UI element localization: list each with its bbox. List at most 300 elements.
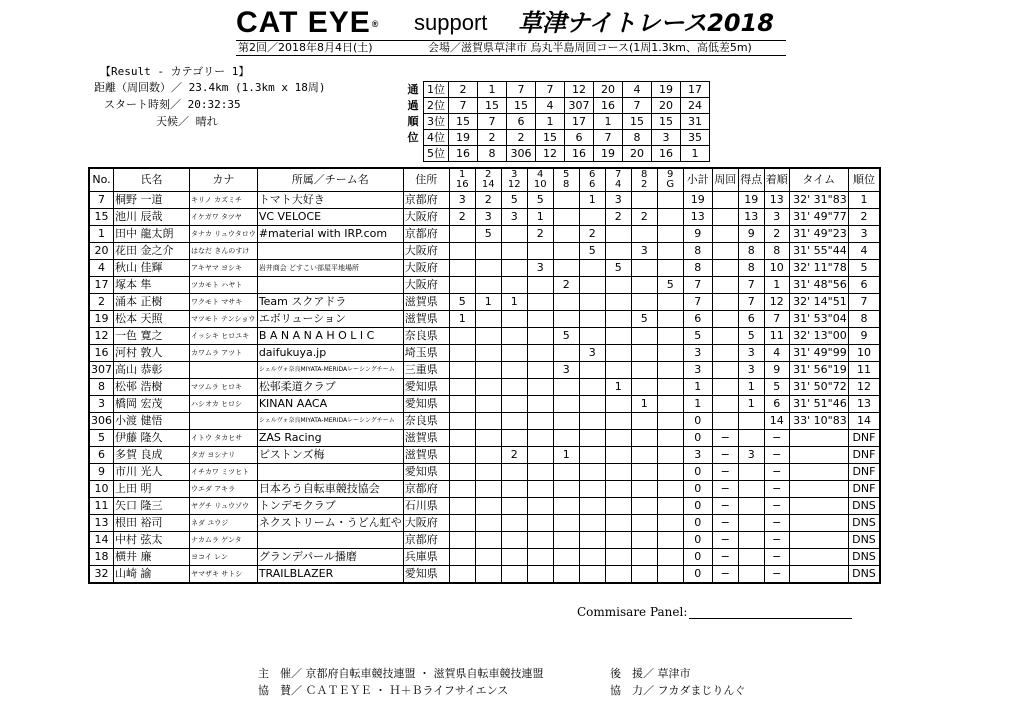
lap-points	[501, 260, 527, 277]
lap-points: 3	[631, 243, 657, 260]
lap-count	[712, 311, 738, 328]
lap-points	[657, 243, 683, 260]
rider-name: 横井 廉	[114, 549, 190, 566]
lap-points	[605, 430, 631, 447]
rider-kana: イッシキ ヒロユキ	[190, 328, 258, 345]
lap-count	[712, 192, 738, 209]
rider-pref: 大阪府	[403, 260, 449, 277]
points: 7	[738, 277, 764, 294]
lap-points: 2	[527, 226, 553, 243]
lap-number: 3	[511, 169, 518, 180]
passing-value: 7	[536, 82, 565, 98]
rider-no: 20	[89, 243, 114, 260]
passing-value: 15	[652, 114, 681, 130]
lap-points: 5	[449, 294, 475, 311]
lap-points	[553, 566, 579, 584]
passing-row	[403, 146, 710, 162]
points	[738, 413, 764, 430]
lap-points	[501, 345, 527, 362]
subtotal: 19	[683, 192, 712, 209]
subtotal: 1	[683, 379, 712, 396]
lap-points	[657, 260, 683, 277]
rider-kana: はなだ きんのすけ	[190, 243, 258, 260]
lap-points: 1	[579, 192, 605, 209]
lap-points	[475, 532, 501, 549]
lap-points	[527, 498, 553, 515]
lap-points	[475, 396, 501, 413]
lap-points	[475, 345, 501, 362]
passing-value: 2	[507, 130, 536, 146]
lap-points	[449, 243, 475, 260]
rider-team: シェルヴォ奈良MIYATA-MERIDAレーシングチーム	[257, 413, 403, 430]
header-lap-2	[475, 168, 501, 192]
lap-points	[501, 311, 527, 328]
lap-points: 2	[605, 209, 631, 226]
lap-count	[712, 226, 738, 243]
lap-points	[657, 311, 683, 328]
lap-points	[579, 311, 605, 328]
rider-kana: カワムラ アツト	[190, 345, 258, 362]
lap-points	[527, 328, 553, 345]
finish-order: 3	[764, 209, 789, 226]
lap-points	[527, 379, 553, 396]
distance-info: 距離（周回数）／ 23.4km (1.3km x 18周)	[94, 81, 326, 94]
lap-points	[553, 209, 579, 226]
finish-time	[789, 447, 848, 464]
lap-points	[501, 277, 527, 294]
lap-points	[631, 515, 657, 532]
lap-points	[579, 447, 605, 464]
rider-no: 14	[89, 532, 114, 549]
lap-points	[657, 447, 683, 464]
rider-name: 塚本 隼	[114, 277, 190, 294]
subtotal: 5	[683, 328, 712, 345]
rider-kana: ウエダ アキラ	[190, 481, 258, 498]
lap-points	[631, 532, 657, 549]
result-row	[89, 481, 880, 498]
rank: 11	[848, 362, 880, 379]
result-row	[89, 260, 880, 277]
finish-time: 31' 48"56	[789, 277, 848, 294]
passing-value: 12	[565, 82, 594, 98]
rider-team: #material with IRP.com	[257, 226, 403, 243]
rider-name: 橋岡 宏茂	[114, 396, 190, 413]
lap-points	[449, 498, 475, 515]
rank: DNF	[848, 430, 880, 447]
rank: DNS	[848, 566, 880, 584]
rider-team: トンデモクラブ	[257, 498, 403, 515]
rider-kana: ヤマザキ サトシ	[190, 566, 258, 584]
lap-points	[501, 226, 527, 243]
points: 7	[738, 294, 764, 311]
lap-points	[579, 362, 605, 379]
lap-count: −	[712, 549, 738, 566]
lap-points	[501, 430, 527, 447]
lap-count: −	[712, 481, 738, 498]
rider-team	[257, 532, 403, 549]
lap-points	[475, 328, 501, 345]
rider-team: グランデパール播磨	[257, 549, 403, 566]
lap-points: 3	[527, 260, 553, 277]
lap-points	[605, 549, 631, 566]
finish-time: 32' 31"83	[789, 192, 848, 209]
finish-time	[789, 566, 848, 584]
lap-points	[501, 379, 527, 396]
finish-time	[789, 498, 848, 515]
lap-points: 1	[631, 396, 657, 413]
subtotal: 3	[683, 447, 712, 464]
lap-points	[553, 413, 579, 430]
lap-count: −	[712, 566, 738, 584]
finish-order: 8	[764, 243, 789, 260]
lap-points	[579, 515, 605, 532]
passing-value: 15	[536, 130, 565, 146]
lap-points	[553, 294, 579, 311]
lap-points	[657, 430, 683, 447]
header-lap-5	[553, 168, 579, 192]
rider-kana: ワクモト マサキ	[190, 294, 258, 311]
passing-value: 17	[565, 114, 594, 130]
lap-count: −	[712, 515, 738, 532]
passing-row	[403, 130, 710, 146]
rider-no: 2	[89, 294, 114, 311]
event-title: 草津ナイトレース2018	[518, 9, 774, 37]
rider-name: 桐野 一道	[114, 192, 190, 209]
passing-value: 8	[623, 130, 652, 146]
lap-points	[579, 277, 605, 294]
finish-order: 11	[764, 328, 789, 345]
event-venue: 会場／滋賀県草津市 烏丸半島周回コース(1周1.3km、高低差5m)	[428, 41, 752, 54]
points	[738, 549, 764, 566]
finish-order: 14	[764, 413, 789, 430]
lap-points: 2	[449, 209, 475, 226]
rider-no: 19	[89, 311, 114, 328]
passing-value: 16	[565, 146, 594, 162]
lap-points	[631, 464, 657, 481]
lap-points	[501, 481, 527, 498]
rider-kana: ナカムラ ゲンタ	[190, 532, 258, 549]
passing-value: 4	[536, 98, 565, 114]
rider-pref: 滋賀県	[403, 430, 449, 447]
lap-points	[579, 481, 605, 498]
result-row	[89, 345, 880, 362]
lap-count	[712, 413, 738, 430]
finish-time: 31' 51"46	[789, 396, 848, 413]
header-lap-8	[631, 168, 657, 192]
result-row	[89, 447, 880, 464]
lap-points: 3	[605, 192, 631, 209]
rider-kana: イチカワ ミツヒト	[190, 464, 258, 481]
footer-sponsor: 協 賛／ ＣＡＴＥＹＥ ・ Ｈ＋Ｂライフサイエンス	[258, 684, 509, 697]
rider-kana	[190, 413, 258, 430]
points: 1	[738, 379, 764, 396]
lap-count	[712, 396, 738, 413]
rank: 10	[848, 345, 880, 362]
finish-time: 32' 14"51	[789, 294, 848, 311]
result-row	[89, 362, 880, 379]
subtotal: 1	[683, 396, 712, 413]
lap-points: 5	[579, 243, 605, 260]
lap-points	[579, 430, 605, 447]
header-order: 着順	[764, 168, 789, 192]
finish-time	[789, 532, 848, 549]
lap-points	[605, 226, 631, 243]
lap-points	[449, 566, 475, 584]
points: 9	[738, 226, 764, 243]
rider-team: daifukuya.jp	[257, 345, 403, 362]
rider-no: 16	[89, 345, 114, 362]
lap-points	[579, 566, 605, 584]
result-title: 【Result - カテゴリー 1】	[100, 65, 250, 78]
passing-position: 1位	[424, 82, 449, 98]
passing-value: 307	[565, 98, 594, 114]
lap-points	[605, 464, 631, 481]
passing-value: 35	[681, 130, 710, 146]
lap-points	[501, 498, 527, 515]
lap-number: 2	[485, 169, 492, 180]
passing-row	[403, 114, 710, 130]
subtotal: 0	[683, 566, 712, 584]
rider-name: 山崎 諭	[114, 566, 190, 584]
lap-points	[475, 430, 501, 447]
lap-points	[657, 345, 683, 362]
rider-team: シェルヴォ奈良MIYATA-MERIDAレーシングチーム	[257, 362, 403, 379]
lap-points	[579, 549, 605, 566]
lap-remaining: 16	[455, 179, 469, 190]
lap-count: −	[712, 447, 738, 464]
event-date: 第2回／2018年8月4日(土)	[238, 41, 373, 54]
lap-points: 5	[553, 328, 579, 345]
finish-time: 33' 10"83	[789, 413, 848, 430]
passing-value: 1	[478, 82, 507, 98]
lap-count	[712, 260, 738, 277]
result-row	[89, 192, 880, 209]
rider-name: 松邨 浩樹	[114, 379, 190, 396]
finish-order: −	[764, 549, 789, 566]
lap-points	[605, 362, 631, 379]
lap-points: 5	[631, 311, 657, 328]
lap-points	[657, 294, 683, 311]
result-row	[89, 430, 880, 447]
passing-label: 位	[407, 131, 419, 144]
passing-value: 306	[507, 146, 536, 162]
rider-no: 32	[89, 566, 114, 584]
weather-info: 天候／ 晴れ	[156, 115, 218, 128]
rider-no: 18	[89, 549, 114, 566]
passing-value: 17	[681, 82, 710, 98]
rider-no: 15	[89, 209, 114, 226]
lap-points	[501, 243, 527, 260]
finish-time: 32' 13"00	[789, 328, 848, 345]
rider-kana: ネダ ユウジ	[190, 515, 258, 532]
lap-points	[501, 566, 527, 584]
finish-time: 31' 49"99	[789, 345, 848, 362]
lap-points: 1	[449, 311, 475, 328]
lap-points	[527, 243, 553, 260]
points	[738, 498, 764, 515]
lap-points	[527, 345, 553, 362]
lap-points	[475, 498, 501, 515]
lap-points	[631, 328, 657, 345]
rider-no: 8	[89, 379, 114, 396]
header-time: タイム	[789, 168, 848, 192]
lap-remaining: 8	[563, 179, 570, 190]
lap-points	[527, 311, 553, 328]
footer-support: 後 援／ 草津市	[610, 667, 691, 680]
subtotal: 6	[683, 311, 712, 328]
lap-remaining: 12	[507, 179, 521, 190]
points: 3	[738, 447, 764, 464]
lap-points	[657, 379, 683, 396]
rider-name: 矢口 隆三	[114, 498, 190, 515]
lap-points	[475, 362, 501, 379]
lap-points	[475, 379, 501, 396]
finish-time	[789, 430, 848, 447]
rider-pref: 愛知県	[403, 379, 449, 396]
passing-value: 31	[681, 114, 710, 130]
subtotal: 0	[683, 430, 712, 447]
lap-points	[475, 277, 501, 294]
rider-kana: キリノ カズミチ	[190, 192, 258, 209]
rider-pref: 愛知県	[403, 396, 449, 413]
passing-row	[403, 82, 710, 98]
finish-time	[789, 515, 848, 532]
lap-points	[501, 328, 527, 345]
finish-time: 31' 49"23	[789, 226, 848, 243]
rider-team	[257, 464, 403, 481]
lap-points	[657, 515, 683, 532]
lap-number: 5	[563, 169, 570, 180]
lap-points	[553, 396, 579, 413]
lap-points: 5	[475, 226, 501, 243]
header-team: 所属／チーム名	[257, 168, 403, 192]
rider-no: 13	[89, 515, 114, 532]
lap-points	[553, 345, 579, 362]
points: 8	[738, 260, 764, 277]
passing-value: 7	[507, 82, 536, 98]
lap-remaining: 4	[615, 179, 622, 190]
rider-pref: 愛知県	[403, 464, 449, 481]
lap-points	[579, 209, 605, 226]
lap-points	[475, 481, 501, 498]
rider-team: 日本ろう自転車競技協会	[257, 481, 403, 498]
result-row	[89, 549, 880, 566]
lap-points	[605, 566, 631, 584]
subtotal: 0	[683, 515, 712, 532]
lap-points	[475, 413, 501, 430]
lap-count	[712, 209, 738, 226]
lap-points	[553, 549, 579, 566]
passing-position: 5位	[424, 146, 449, 162]
subtotal: 9	[683, 226, 712, 243]
lap-points	[475, 566, 501, 584]
passing-row	[403, 98, 710, 114]
rider-team	[257, 277, 403, 294]
finish-time	[789, 549, 848, 566]
finish-order: 10	[764, 260, 789, 277]
finish-order: −	[764, 566, 789, 584]
points: 8	[738, 243, 764, 260]
finish-time: 32' 11"78	[789, 260, 848, 277]
rider-team: Team スクアドラ	[257, 294, 403, 311]
passing-value: 2	[478, 130, 507, 146]
lap-points	[657, 396, 683, 413]
lap-points	[605, 311, 631, 328]
rider-pref: 滋賀県	[403, 447, 449, 464]
passing-value: 7	[449, 98, 478, 114]
rider-pref: 大阪府	[403, 243, 449, 260]
lap-points	[527, 430, 553, 447]
lap-points	[657, 566, 683, 584]
result-row	[89, 328, 880, 345]
rider-kana: イトウ タカヒサ	[190, 430, 258, 447]
lap-points	[449, 549, 475, 566]
lap-points	[657, 192, 683, 209]
lap-points	[475, 549, 501, 566]
rider-team: 岩井商会 どすこい部屋平地場所	[257, 260, 403, 277]
lap-points	[605, 498, 631, 515]
lap-points	[449, 362, 475, 379]
rank: 13	[848, 396, 880, 413]
lap-points: 3	[501, 209, 527, 226]
lap-points	[631, 447, 657, 464]
lap-points	[579, 498, 605, 515]
lap-number: 6	[589, 169, 596, 180]
lap-points	[657, 413, 683, 430]
rank: 14	[848, 413, 880, 430]
lap-points	[631, 345, 657, 362]
start-info: スタート時刻／ 20:32:35	[104, 98, 241, 111]
lap-points	[449, 277, 475, 294]
lap-points	[579, 328, 605, 345]
rider-team: VC VELOCE	[257, 209, 403, 226]
lap-points	[553, 192, 579, 209]
header-lap-4	[527, 168, 553, 192]
rider-name: 中村 弦太	[114, 532, 190, 549]
finish-order: 9	[764, 362, 789, 379]
finish-time: 31' 49"77	[789, 209, 848, 226]
lap-points	[553, 243, 579, 260]
lap-remaining: 10	[533, 179, 547, 190]
rider-kana: ヨコイ レン	[190, 549, 258, 566]
lap-points	[657, 464, 683, 481]
lap-points	[527, 362, 553, 379]
lap-points	[553, 515, 579, 532]
rider-pref: 兵庫県	[403, 549, 449, 566]
passing-value: 4	[623, 82, 652, 98]
passing-value: 6	[565, 130, 594, 146]
lap-points	[449, 447, 475, 464]
finish-order: 4	[764, 345, 789, 362]
lap-points	[657, 362, 683, 379]
finish-order: −	[764, 515, 789, 532]
support-text: support	[414, 10, 488, 35]
lap-points: 2	[501, 447, 527, 464]
lap-points	[605, 515, 631, 532]
finish-order: −	[764, 430, 789, 447]
lap-points: 1	[501, 294, 527, 311]
header-lapcount: 周回	[712, 168, 738, 192]
result-row	[89, 277, 880, 294]
subtotal: 13	[683, 209, 712, 226]
passing-value: 16	[594, 98, 623, 114]
points	[738, 515, 764, 532]
header-lap-7	[605, 168, 631, 192]
rider-name: 池川 辰哉	[114, 209, 190, 226]
rider-name: 秋山 佳輝	[114, 260, 190, 277]
finish-order: −	[764, 447, 789, 464]
passing-value: 8	[478, 146, 507, 162]
